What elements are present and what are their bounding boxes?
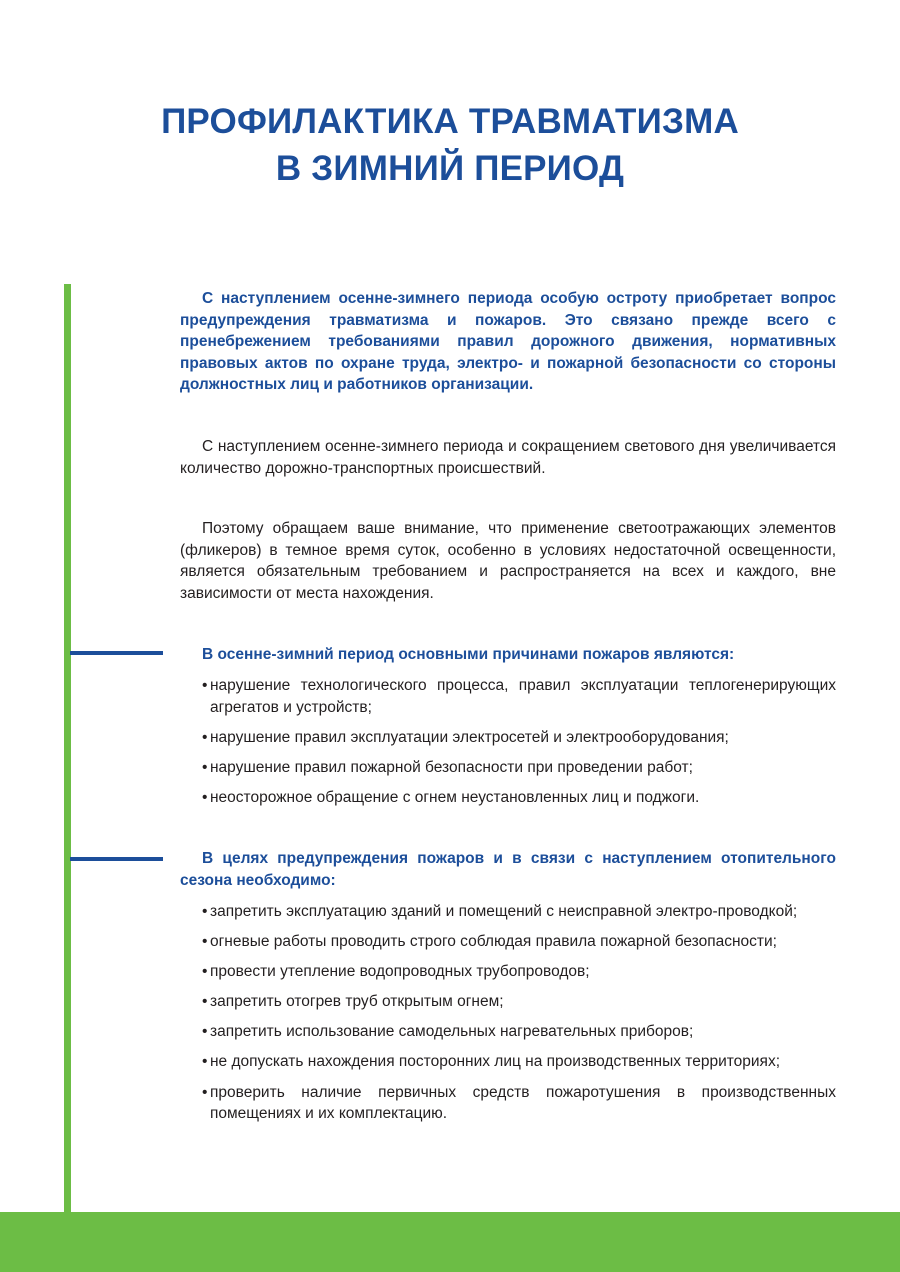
measures-heading: В целях предупреждения пожаров и в связи с наступлением отопительного сезона необходимо: xyxy=(180,850,836,889)
list-item-text: запретить отогрев труб открытым огнем; xyxy=(210,993,504,1011)
section-marker-causes xyxy=(70,651,163,655)
list-item-text: нарушение правил эксплуатации электросетей и электрооборудования; xyxy=(210,728,729,746)
list-item-text: проверить наличие первичных средств пожаротушения в производственных помещениях и их комплектацию. xyxy=(210,1083,836,1123)
flickers-paragraph: Поэтому обращаем ваше внимание, что применение светоотражающих элементов (фликеров) в темное время суток, особенно в условиях недостаточной освещенности, является обязательным требованием и распространяется на всех и каждого, вне зависимости от места нахождения. xyxy=(180,520,836,602)
bullet-icon: • xyxy=(202,903,208,920)
intro-paragraph: С наступлением осенне-зимнего периода особую остроту приобретает вопрос предупреждения травматизма и пожаров. Это связано прежде всего с пренебрежением требованиями правил дорожного движения, нормативных правовых актов по охране труда, электро- и пожарной безопасности со стороны должностных лиц и работников организации. xyxy=(180,290,836,394)
bullet-icon: • xyxy=(202,963,208,981)
list-item-text: нарушение правил пожарной безопасности при проведении работ; xyxy=(210,758,693,776)
bullet-icon: • xyxy=(202,677,208,694)
list-item-text: запретить эксплуатацию зданий и помещений с неисправной электро-проводкой; xyxy=(210,903,798,920)
list-item xyxy=(202,901,836,923)
list-item xyxy=(202,991,836,1013)
list-item-text: неосторожное обращение с огнем неустановленных лиц и поджоги. xyxy=(210,788,700,806)
section-marker-measures xyxy=(70,857,163,861)
bullet-icon: • xyxy=(202,788,208,806)
causes-heading: В осенне-зимний период основными причинами пожаров являются: xyxy=(202,646,735,663)
list-item xyxy=(202,1021,836,1043)
list-item xyxy=(202,1082,836,1125)
causes-list xyxy=(202,675,836,817)
list-item xyxy=(202,961,836,983)
list-item-text: нарушение технологического процесса, правил эксплуатации теплогенерирующих агрегатов и устройств; xyxy=(210,677,836,716)
list-item-text: запретить использование самодельных нагревательных приборов; xyxy=(210,1023,694,1041)
list-item xyxy=(202,787,836,809)
page-title-line-1: ПРОФИЛАКТИКА ТРАВМАТИЗМА xyxy=(161,102,739,141)
measures-list xyxy=(202,901,836,1133)
bullet-icon: • xyxy=(202,993,208,1011)
page-title xyxy=(0,98,900,192)
list-item xyxy=(202,727,836,749)
daylight-paragraph: С наступлением осенне-зимнего периода и сокращением светового дня увеличивается количество дорожно-транспортных происшествий. xyxy=(180,438,836,477)
bullet-icon: • xyxy=(202,933,208,951)
green-vertical-rule xyxy=(64,284,71,1214)
bullet-icon: • xyxy=(202,1053,208,1071)
bullet-icon: • xyxy=(202,1083,208,1101)
bullet-icon: • xyxy=(202,758,208,776)
list-item xyxy=(202,1051,836,1073)
green-footer-band xyxy=(0,1212,900,1272)
list-item xyxy=(202,675,836,718)
list-item xyxy=(202,931,836,953)
list-item-text: огневые работы проводить строго соблюдая правила пожарной безопасности; xyxy=(210,933,777,951)
list-item-text: не допускать нахождения посторонних лиц на производственных территориях; xyxy=(210,1053,781,1071)
page-title-line-2: В ЗИМНИЙ ПЕРИОД xyxy=(275,149,625,188)
list-item-text: провести утепление водопроводных трубопроводов; xyxy=(210,963,590,981)
bullet-icon: • xyxy=(202,1023,208,1041)
bullet-icon: • xyxy=(202,728,208,746)
list-item xyxy=(202,757,836,779)
